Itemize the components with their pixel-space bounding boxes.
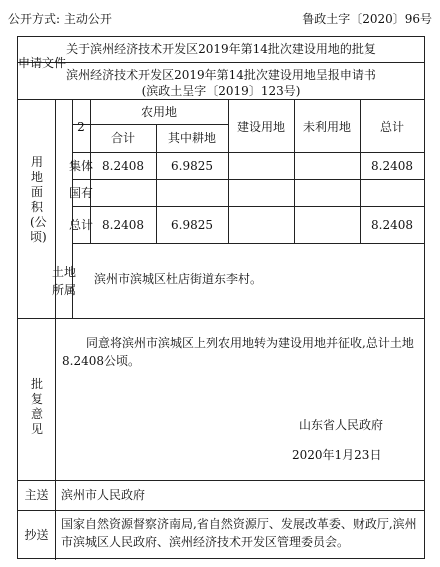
row-label-total [68,217,93,233]
table-cell: 8.2408 [371,159,413,173]
cc-label: 抄送 [24,528,49,542]
table-cell: 8.2408 [102,159,144,173]
main-recipient-label: 主送 [24,488,49,502]
main-recipient-value: 滨州市人民政府 [61,488,146,502]
document-title: 关于滨州经济技术开发区2019年第14批次建设用地的批复 [66,42,376,56]
construction-header: 建设用地 [236,120,285,134]
table-cell: 6.9825 [171,218,213,232]
unused-header: 未利用地 [302,120,351,134]
rule [55,99,56,560]
rule [72,124,228,125]
rule [72,152,424,153]
table-cell: 6.9825 [171,159,213,173]
rule [18,510,424,511]
row-label-text: 总计 [68,218,93,232]
rule [18,62,424,63]
rule [18,480,424,481]
rule [18,99,424,100]
row-label-collective [68,158,93,174]
rule [18,318,424,319]
approval-text: 同意将滨州市滨城区上列农用地转为建设用地并征收,总计土地8.2408公顷。 [62,336,414,368]
row-label-state [68,185,93,201]
location-label-text: 土地所属 [51,265,76,297]
table-cell: 8.2408 [371,218,413,232]
land-area-side-label: 用地面积(公顷) [30,155,47,244]
location-label [51,263,76,299]
arable-header: 其中耕地 [167,131,216,145]
row-label-text: 国有 [68,186,93,200]
table-cell: 8.2408 [102,218,144,232]
corner-number: 2 [77,120,85,134]
approval-date: 2020年1月23日 [292,448,382,462]
subtotal-header: 合计 [110,131,135,145]
issuing-authority: 山东省人民政府 [299,418,384,432]
approval-form [17,36,425,559]
rule [72,179,424,180]
application-line-1: 滨州经济技术开发区2019年第14批次建设用地呈报申请书 [66,68,376,82]
application-label: 申请文件 [18,56,67,70]
disclosure-method: 公开方式: 主动公开 [8,12,112,26]
rule [72,243,424,244]
application-line-2: (滨政土呈字〔2019〕123号) [141,84,301,98]
location-value: 滨州市滨城区杜店街道东李村。 [94,272,263,286]
grand-total-header: 总计 [379,120,404,134]
document-number: 鲁政土字〔2020〕96号 [302,12,432,26]
approval-label: 批复意见 [30,377,43,436]
farmland-header: 农用地 [140,105,177,119]
row-label-text: 集体 [68,159,93,173]
cc-value: 国家自然资源督察济南局,省自然资源厅、发展改革委、财政厅,滨州市滨城区人民政府、滨州经济技术开发区管理委员会。 [61,517,417,549]
rule [72,206,424,207]
